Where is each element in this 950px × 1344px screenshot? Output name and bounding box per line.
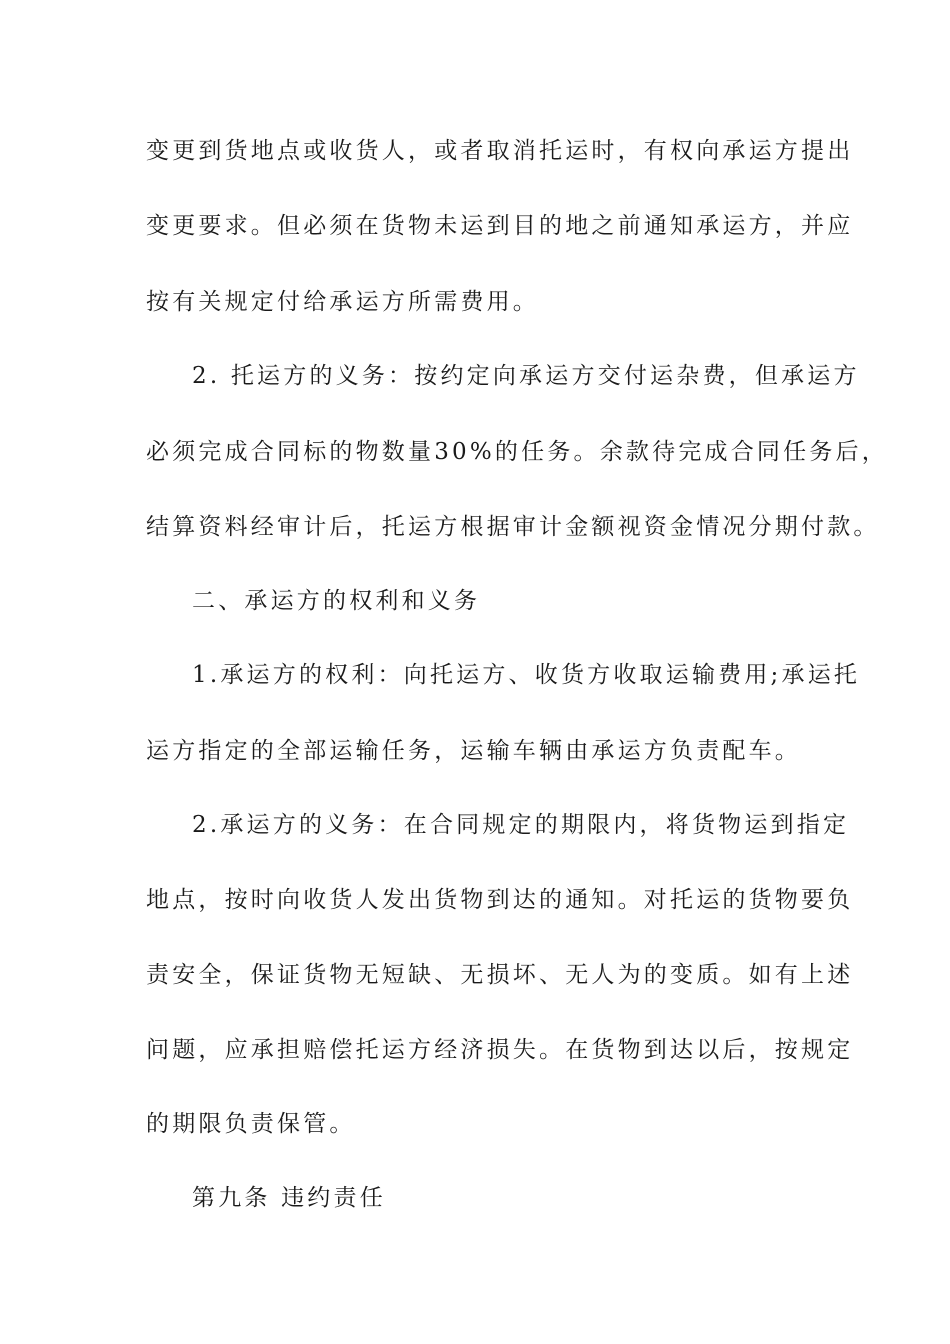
article-heading: 第九条 违约责任 (192, 1185, 386, 1211)
text-line: 的期限负责保管。 (146, 1111, 356, 1137)
text-line: 变更到货地点或收货人，或者取消托运时，有权向承运方提出 (146, 138, 854, 164)
text-line: 必须完成合同标的物数量30%的任务。余款待完成合同任务后， (146, 439, 888, 465)
text-line: 责安全，保证货物无短缺、无损坏、无人为的变质。如有上述 (146, 962, 854, 988)
paragraph-start-line: 1.承运方的权利：向托运方、收货方收取运输费用;承运托 (192, 662, 861, 688)
text-line: 问题，应承担赔偿托运方经济损失。在货物到达以后，按规定 (146, 1037, 854, 1063)
text-line: 按有关规定付给承运方所需费用。 (146, 289, 539, 315)
text-line: 运方指定的全部运输任务，运输车辆由承运方负责配车。 (146, 738, 801, 764)
paragraph-start-line: 2.承运方的义务：在合同规定的期限内，将货物运到指定 (192, 812, 850, 838)
text-line: 地点，按时向收货人发出货物到达的通知。对托运的货物要负 (146, 887, 854, 913)
text-line: 结算资料经审计后，托运方根据审计金额视资金情况分期付款。 (146, 514, 880, 540)
paragraph-start-line: 2. 托运方的义务：按约定向承运方交付运杂费，但承运方 (192, 363, 860, 389)
text-line: 变更要求。但必须在货物未运到目的地之前通知承运方，并应 (146, 213, 854, 239)
section-heading: 二、承运方的权利和义务 (192, 588, 481, 614)
